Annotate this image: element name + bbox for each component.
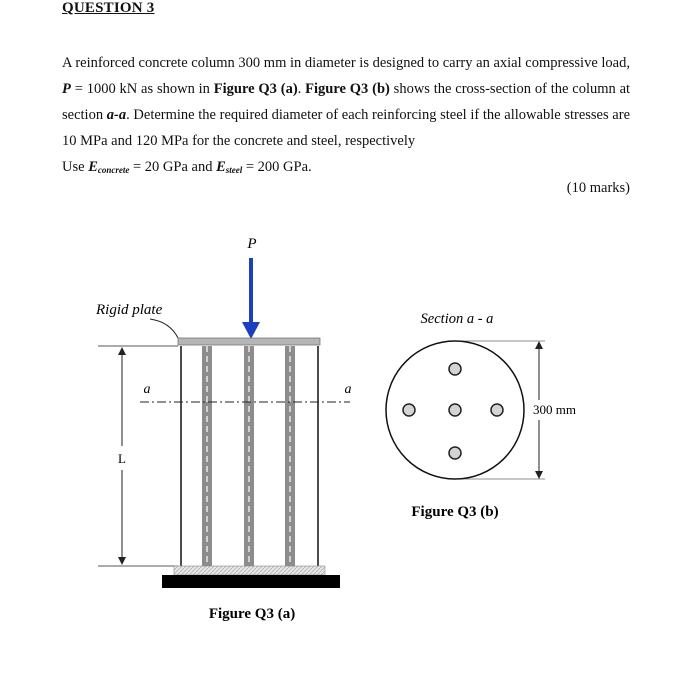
text-s2: = 1000 kN as shown in [74, 81, 210, 97]
modulus-symbol-concrete: E [88, 159, 98, 175]
load-label: P [247, 236, 257, 252]
rigid-plate [178, 338, 320, 345]
concrete-modulus-value: = 20 GPa and [132, 159, 213, 175]
steel-bar-circle [403, 404, 415, 416]
steel-subscript: steel [225, 165, 243, 175]
figure-a-caption: Figure Q3 (a) [208, 606, 296, 622]
steel-modulus-value: = 200 GPa. [245, 159, 312, 175]
steel-bar-circle [449, 363, 461, 375]
use-text: Use [62, 159, 85, 175]
text-s4: shows the cross-section of the column at section [62, 81, 631, 123]
figure-b-reference: Figure Q3 (b) [305, 81, 390, 97]
steel-bar-circle [449, 404, 461, 416]
reinforcing-bar [244, 346, 254, 566]
length-label: L [118, 451, 126, 466]
section-label-left: a [143, 382, 151, 397]
load-arrow [242, 258, 260, 339]
figure-a [95, 236, 352, 622]
section-title: Section a - a [420, 311, 494, 327]
steel-bar-circle [491, 404, 503, 416]
load-symbol: P [62, 81, 71, 97]
rigid-plate-leader [150, 319, 178, 338]
reinforcing-bar [202, 346, 212, 566]
text-s3: . [297, 81, 302, 97]
diameter-label: 300 mm [533, 402, 576, 417]
marks-label: (10 marks) [566, 180, 630, 196]
text-s1: A reinforced concrete column 300 mm in diameter is designed to carry an axial compressive load, [62, 55, 630, 71]
section-reference: a-a [106, 107, 127, 123]
figure-a-reference: Figure Q3 (a) [213, 81, 298, 97]
section-label-right: a [344, 382, 352, 397]
steel-bar-circle [449, 447, 461, 459]
text-s5: . Determine the required diameter of each reinforcing steel if the allowable stresses are 10 MPa and 120 MPa for the concrete and steel, respectively [62, 107, 631, 149]
figure-b [386, 311, 576, 520]
base-plate [174, 566, 325, 575]
ground-support [162, 575, 340, 588]
concrete-subscript: concrete [97, 165, 130, 175]
modulus-symbol-steel: E [216, 159, 226, 175]
rigid-plate-label: Rigid plate [96, 302, 163, 318]
question-heading: QUESTION 3 [62, 0, 155, 16]
figure-b-caption: Figure Q3 (b) [411, 504, 499, 520]
reinforcing-bar [285, 346, 295, 566]
